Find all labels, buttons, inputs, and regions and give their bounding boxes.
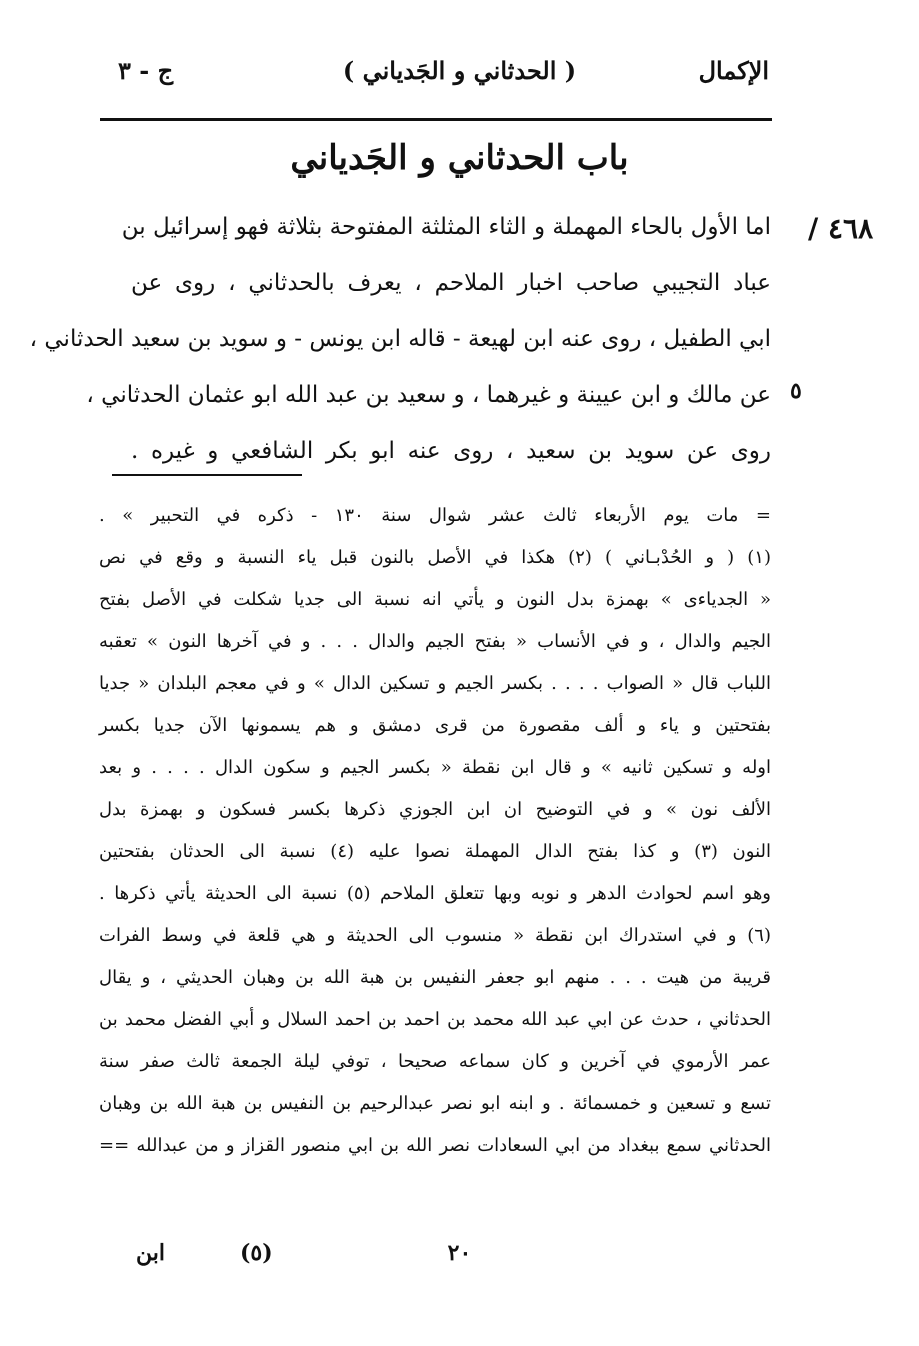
- footnote-line: (١) ( و الحُدْبـاني ) (٢) هكذا في الأصل بالنون قبل ياء النسبة و وقع في نص: [99, 547, 771, 568]
- manuscript-folio-number: / ٤٦٨: [808, 212, 874, 245]
- header-volume: ج - ٣: [118, 56, 174, 85]
- footnote-line: (٦) و في استدراك ابن نقطة « منسوب الى الحديثة و هي قلعة في وسط الفرات: [99, 925, 771, 946]
- footnote-line: اوله و تسكين ثانيه » و قال ابن نقطة « بكسر الجيم و سكون الدال . . . . و بعد: [99, 757, 771, 778]
- footnote-line: اللباب قال « الصواب . . . . بكسر الجيم و تسكين الدال » و في معجم البلدان « جديا: [99, 673, 771, 694]
- header-book-title: الإكمال: [698, 56, 769, 85]
- footnote-line: = مات يوم الأربعاء ثالث عشر شوال سنة ١٣٠ - ذكره في التحبير » .: [99, 505, 771, 526]
- footnote-line: الألف نون » و في التوضيح ان ابن الجوزي ذكرها بكسر فسكون و بهمزة بدل: [99, 799, 771, 820]
- body-line: روى عن سويد بن سعيد ، روى عنه ابو بكر الشافعي و غيره .: [131, 438, 771, 464]
- catchword: ابن: [136, 1240, 165, 1266]
- chapter-title: باب الحدثاني و الجَدياني: [290, 138, 629, 178]
- body-line: عباد التجيبي صاحب اخبار الملاحم ، يعرف بالحدثاني ، روى عن: [131, 270, 771, 296]
- footnote-line: قريبة من هيت . . . منهم ابو جعفر النفيس بن هبة الله بن وهبان الحديثي ، و يقال: [99, 967, 771, 988]
- footnote-line: تسع و تسعين و خمسمائة . و ابنه ابو نصر عبدالرحيم بن النفيس بن هبة الله بن وهبان: [99, 1093, 771, 1114]
- footnote-separator: [112, 474, 302, 476]
- body-line: ابي الطفيل ، روى عنه ابن لهيعة - قاله ابن يونس - و سويد بن سعيد الحدثاني ،: [29, 326, 771, 352]
- header-section-title: ( الحدثاني و الجَدياني ): [342, 56, 577, 85]
- signature-mark: (٥): [240, 1240, 273, 1266]
- footnote-line: عمر الأرموي في آخرين و كان سماعه صحيحا ، توفي ليلة الجمعة ثالث صفر سنة: [99, 1051, 771, 1072]
- header-rule: [100, 118, 772, 121]
- footnote-line: وهو اسم لحوادث الدهر و نوبه وبها تتعلق الملاحم (٥) نسبة الى الحديثة يأتي ذكرها .: [99, 883, 772, 904]
- line-number: ٥: [790, 378, 802, 404]
- footnote-line: بفتحتين و ياء و ألف مقصورة من قرى دمشق و هم يسمونها الآن جديا بكسر: [99, 715, 771, 736]
- body-line: اما الأول بالحاء المهملة و الثاء المثلثة المفتوحة بثلاثة فهو إسرائيل بن: [121, 214, 771, 240]
- footnote-line: النون (٣) و كذا بفتح الدال المهملة نصوا عليه (٤) نسبة الى الحدثان بفتحتين: [99, 841, 771, 862]
- body-line: عن مالك و ابن عيينة و غيرهما ، و سعيد بن عبد الله ابو عثمان الحدثاني ،: [86, 382, 771, 408]
- footnote-line: « الجدياءى » بهمزة بدل النون و يأتي انه نسبة الى جديا شكلت في الأصل بفتح: [99, 589, 771, 610]
- footnote-line: الحدثاني سمع ببغداد من ابي السعادات نصر الله بن ابي منصور القزاز و من عبدالله ==: [99, 1135, 771, 1156]
- page-number: ٢٠: [447, 1240, 472, 1266]
- footnote-line: الجيم والدال ، و في الأنساب « بفتح الجيم والدال . . . و في آخرها النون » تعقبه: [99, 631, 771, 652]
- footnote-line: الحدثاني ، حدث عن ابي عبد الله محمد بن احمد بن احمد السلال و أبي الفضل محمد بن: [99, 1009, 771, 1030]
